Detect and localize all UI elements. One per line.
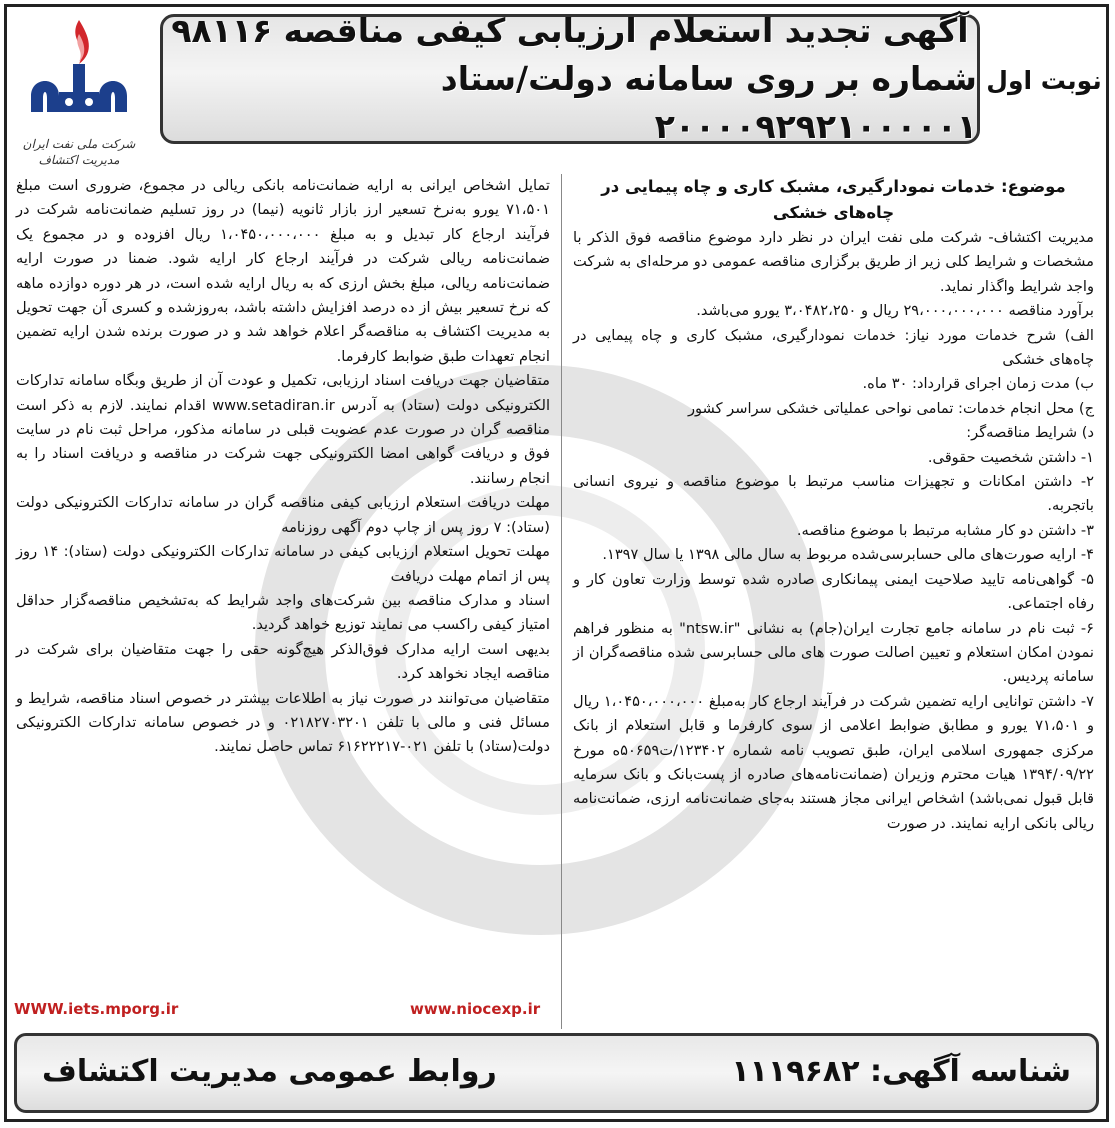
right-column [567, 174, 1102, 964]
disclaimer-paragraph: بدیهی است ارایه مدارک فوق‌الذکر هیچ‌گونه حقی را جهت متقاضیان برای شرکت در مناقصه ایجاد نخواهد کرد. [16, 640, 550, 683]
intro-paragraph: مدیریت اکتشاف- شرکت ملی نفت ایران در نظر دارد موضوع مناقصه فوق الذکر با مشخصات و شرایط کلی زیر از طریق برگزاری مناقصه عمومی دو مرحله‌ای به شرکت واجد شرایط واگذار نماید. [573, 229, 1094, 295]
condition-item: ۶- ثبت نام در سامانه جامع تجارت ایران(جام) به نشانی "ntsw.ir" به منظور فراهم نمودن امکان استعلام و تعیین اصالت صورت های مالی حسابرسی شده مناقصه‌گران از سامانه پردیس. [573, 619, 1094, 686]
guarantee-paragraph: تمایل اشخاص ایرانی به ارایه ضمانت‌نامه بانکی ریالی در مجموع، ضروری است مبلغ ۷۱،۵۰۱ یورو به‌نرخ تسعیر ارز بازار ثانویه (نیما) در روز تسلیم ضمانت‌نامه شرکت در فرآیند ارجاع کار تبدیل و به مبلغ ۱،۰۴۵۰،۰۰۰،۰۰۰ ریال افزوده و در مجموع یک ضمانت‌نامه ریالی شرکت در فرآیند ارجاع کار ارایه شود. ضمنا در صورت ارایه ضمانت‌نامه ریالی، مبلغ بخش ارزی که به ریال ارایه شده است، در هر دوره دوازده ماهه که نرخ تسعیر بیش از ده درصد افزایش داشته باشد، به‌روزشده و کسری آن جهت تحویل به مدیریت اکتشاف به مناقصه‌گر اعلام خواهد شد و در صورت برنده شدن ارایه تضمین انجام تعهدات طبق ضوابط کارفرما. [16, 177, 550, 365]
page-subtitle: شماره بر روی سامانه دولت/ستاد ۲۰۰۰۰۹۲۹۲۱۰۰۰۰۰۱ [440, 59, 977, 146]
left-column [8, 174, 556, 964]
condition-item: ۵- گواهی‌نامه تایید صلاحیت ایمنی پیمانکاری صادره شده توسط وزارت تعاون کار و رفاه اجتماعی. [573, 570, 1094, 613]
publisher-name: روابط عمومی مدیریت اکتشاف [42, 1054, 497, 1089]
condition-item: ۲- داشتن امکانات و تجهیزات مناسب مرتبط با موضوع مناقصه و نیروی انسانی باتجربه. [573, 473, 1094, 515]
logo-company-name: شرکت ملی نفت ایران [22, 137, 136, 151]
condition-item: ۴- ارایه صورت‌های مالی حسابرسی‌شده مربوط به سال مالی ۱۳۹۸ یا سال ۱۳۹۷. [602, 546, 1094, 564]
condition-item: ۳- داشتن دو کار مشابه مرتبط با موضوع مناقصه. [796, 521, 1094, 539]
condition-item: ۷- داشتن توانایی ارایه تضمین شرکت در فرآیند ارجاع کار به‌مبلغ ۱،۰۴۵۰،۰۰۰،۰۰۰ ریال و ۷۱،۵۰۱ یورو و مطابق ضوابط اعلامی از سوی کارفرما و قابل استعلام از بانک مرکزی جمهوری اسلامی ایران، طبق تصویب نامه شماره ۱۲۳۴۰۲/ت۵۰۶۵۹ه مورخ ۱۳۹۴/۰۹/۲۲ هیات محترم وزیران (ضمانت‌نامه‌های صادره از پست‌بانک و بانک سرمایه قابل قبول نمی‌باشد) اشخاص ایرانی مجاز هستند به‌جای ضمانت‌نامه ارزی، ضمانت‌نامه ریالی بانکی ارایه نمایند. در صورت [573, 692, 1095, 832]
service-description: الف) شرح خدمات مورد نیاز: خدمات نمودارگیری، مشبک کاری و چاه پیمایی در چاه‌های خشکی [573, 326, 1094, 369]
contract-duration: ب) مدت زمان اجرای قرارداد: ۳۰ ماه. [862, 375, 1094, 393]
column-divider [561, 174, 562, 1029]
documents-paragraph: متقاضیان جهت دریافت اسناد ارزیابی، تکمیل و عودت آن از طریق وبگاه سامانه تدارکات الکترونیکی دولت (ستاد) به آدرس www.setadiran.ir اقدام نمایند. لازم به ذکر است مناقصه گران در صورت عدم عضویت قبلی در سامانه مذکور، مراحل ثبت نام در سایت فوق و دریافت گواهی امضا الکترونیکی جهت شرکت در مناقصه و دریافت اسناد را به انجام رسانند. [16, 372, 550, 487]
condition-item: ۱- داشتن شخصیت حقوقی. [927, 448, 1094, 466]
header-title-banner [160, 11, 980, 146]
niocexp-website-link[interactable]: www.niocexp.ir [410, 1000, 541, 1018]
contact-paragraph: متقاضیان می‌توانند در صورت نیاز به اطلاعات بیشتر در خصوص اسناد مناقصه، شرایط و مسائل فنی و مالی با تلفن ۰۲۱۸۲۷۰۳۲۰۱ و در خصوص سامانه تدارکات الکترونیکی دولت(ستاد) با تلفن ۰۲۱-۶۱۶۲۲۲۱۷ تماس حاصل نمایند. [16, 689, 550, 756]
company-logo [14, 12, 144, 187]
distribution-paragraph: اسناد و مدارک مناقصه بین شرکت‌های واجد شرایط که به‌تشخیص مناقصه‌گزار حداقل امتیاز کیفی راکسب می نمایند توزیع خواهد گردید. [16, 591, 550, 634]
bidder-conditions-heading: د) شرایط مناقصه‌گر: [966, 424, 1094, 442]
service-location: ج) محل انجام خدمات: تمامی نواحی عملیاتی خشکی سراسر کشور [687, 399, 1094, 417]
footer-banner [14, 1033, 1099, 1113]
nioc-flame-logo-icon [19, 12, 139, 132]
iets-website-link[interactable]: WWW.iets.mporg.ir [14, 1000, 179, 1018]
logo-department-name: مدیریت اکتشاف [38, 153, 120, 167]
page-title: آگهی تجدید استعلام ارزیابی کیفی مناقصه ۹۸۱۱۶ [171, 11, 969, 50]
receive-deadline: مهلت دریافت استعلام ارزیابی کیفی مناقصه گران در سامانه تدارکات الکترونیکی دولت (ستاد): ۷ روز پس از چاپ دوم آگهی روزنامه [16, 494, 550, 536]
publication-turn-label: نوبت اول [986, 65, 1102, 95]
tender-subject: موضوع: خدمات نمودارگیری، مشبک کاری و چاه پیمایی در چاه‌های خشکی [601, 177, 1066, 222]
estimate-paragraph: برآورد مناقصه ۲۹،۰۰۰،۰۰۰،۰۰۰ ریال و ۳،۰۴۸۲،۲۵۰ یورو می‌باشد. [696, 302, 1094, 320]
ad-identifier: شناسه آگهی: ۱۱۱۹۶۸۲ [731, 1054, 1071, 1089]
submit-deadline: مهلت تحویل استعلام ارزیابی کیفی در سامانه تدارکات الکترونیکی دولت (ستاد): ۱۴ روز پس از اتمام مهلت دریافت [16, 543, 550, 585]
